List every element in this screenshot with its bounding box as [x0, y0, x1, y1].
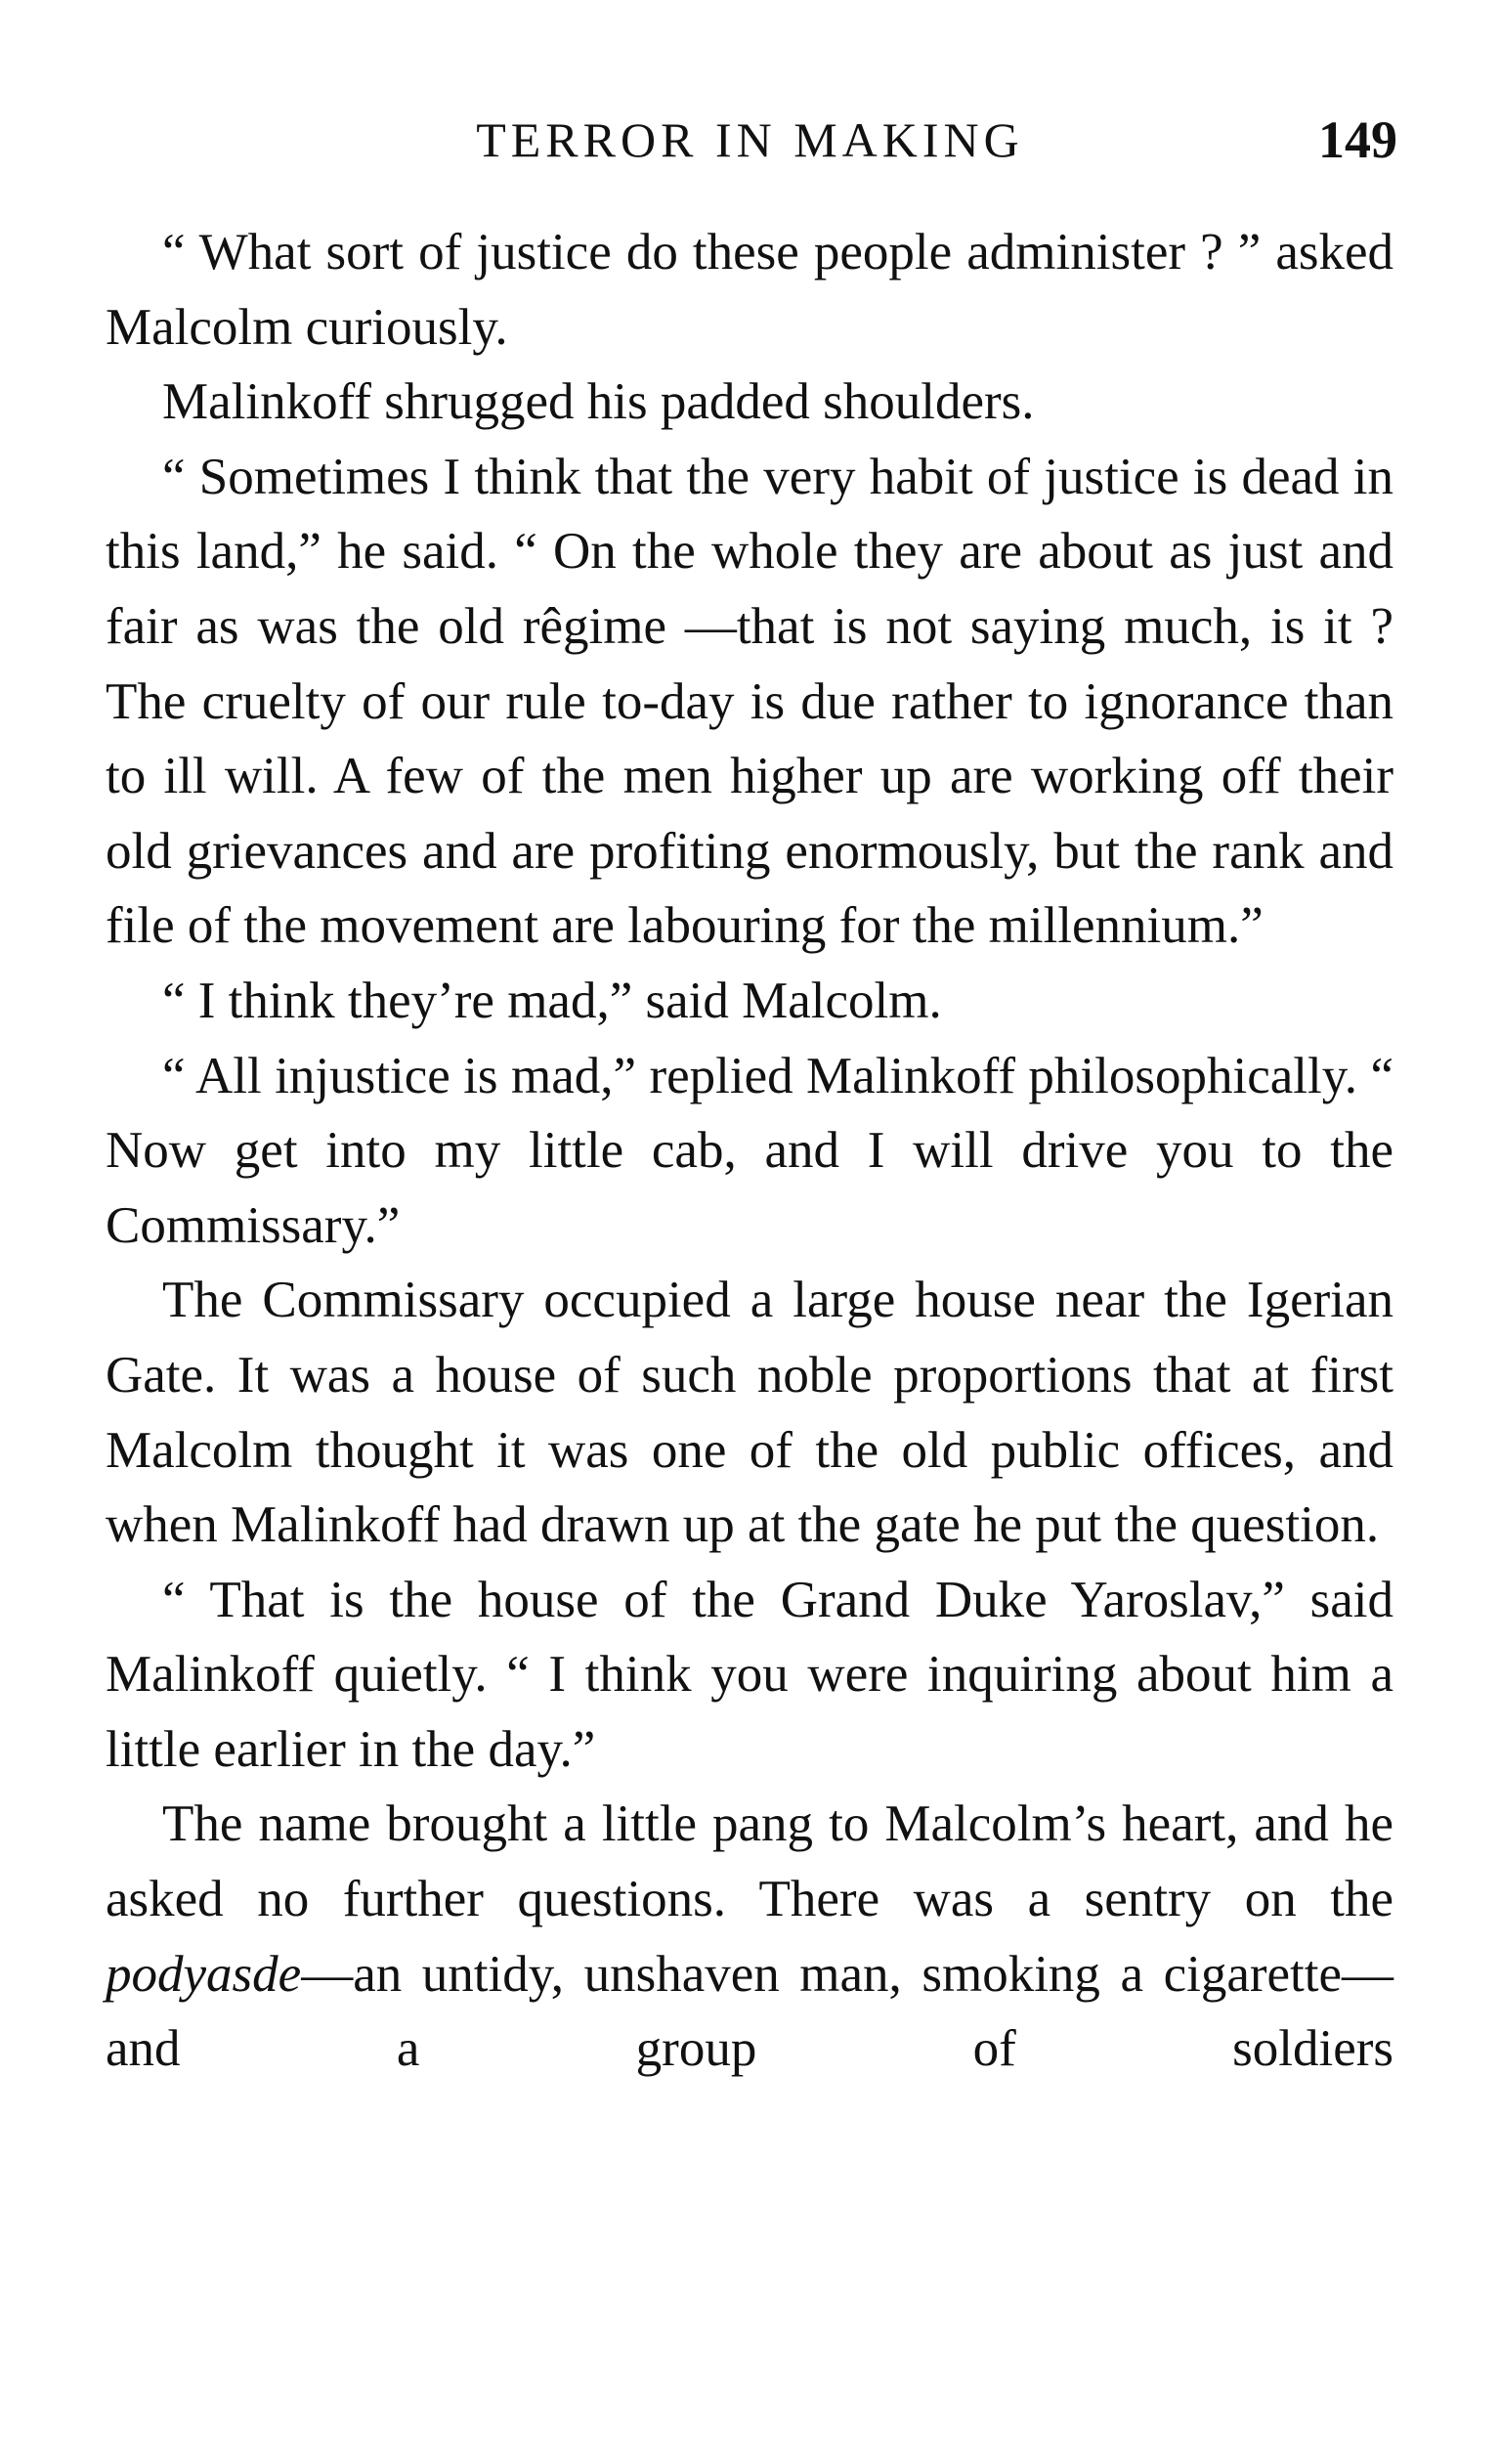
paragraph: “ That is the house of the Grand Duke Yaroslav,” said Malinkoff quietly. “ I think you were inquiring about him a little earlier in the day.” — [106, 1571, 1393, 1778]
italic-word: podyasde — [106, 1945, 302, 2003]
paragraph-text: —an untidy, unshaven man, smoking a cigarette—and a group of soldiers — [106, 1945, 1393, 2078]
paragraph: The Commissary occupied a large house near the Igerian Gate. It was a house of such noble proportions that at first Malcolm thought it was one of the old public offices, and when Malinkoff had drawn up at the gate he put the question. — [106, 1272, 1393, 1554]
paragraph: “ I think they’re mad,” said Malcolm. — [162, 972, 942, 1029]
paragraph-continued — [106, 1787, 1393, 2086]
paragraph-text: The name brought a little pang to Malcolm’s heart, and he asked no further questions. There was a sentry on the — [106, 1795, 1393, 1928]
page-number: 149 — [1318, 110, 1397, 169]
body-text — [106, 215, 1393, 2087]
paragraph: “ Sometimes I think that the very habit of justice is dead in this land,” he said. “ On the whole they are about as just and fair as was the old rêgime —that is not saying much, is it ? The cruelty of our rule to-day is due rather to ignorance than to ill will. A few of the men higher up are working off their old grievances and are profiting enormously, but the rank and file of the movement are labouring for the millennium.” — [106, 448, 1393, 955]
paragraph: “ All injustice is mad,” replied Malinkoff philosophically. “ Now get into my little cab, and I will drive you to the Commissary.” — [106, 1047, 1393, 1254]
running-head — [0, 106, 1500, 174]
paragraph: “ What sort of justice do these people administer ? ” asked Malcolm curiously. — [106, 224, 1393, 356]
running-title: TERROR IN MAKING — [476, 112, 1024, 167]
paragraph: Malinkoff shrugged his padded shoulders. — [162, 373, 1035, 431]
